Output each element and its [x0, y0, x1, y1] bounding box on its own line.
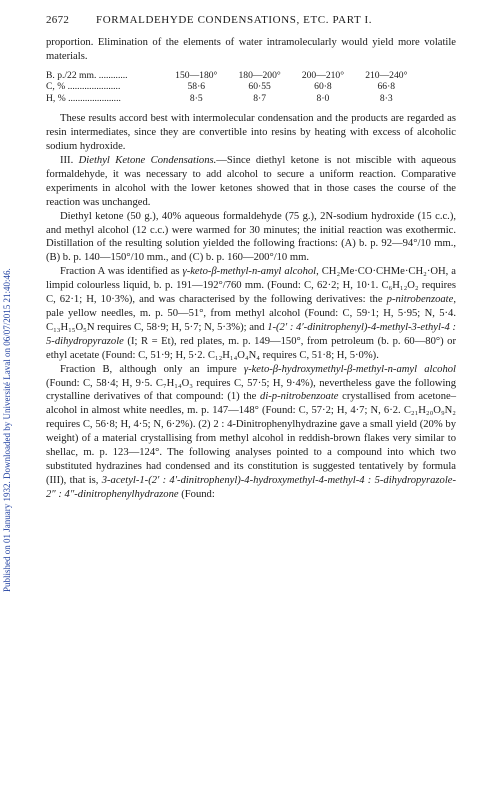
table-cell: 8·0 [316, 92, 330, 104]
compound-name: γ-keto-β-hydroxymethyl-β-methyl-n-amyl alcohol [243, 363, 456, 375]
compound-name: 1-(2′ : 4′-dinitrophenyl)-4-methyl-3-ethyl-4 : 5-dihydropyrazole [46, 321, 456, 347]
fraction-a-paragraph [46, 265, 456, 362]
compound-name: γ-keto-β-methyl-n-amyl alcohol [182, 266, 317, 278]
table-cell: 60·8 [314, 81, 332, 93]
text-run: (Found: C, 58·4; H, 9·5. C₇H₁₄O₃ requires C, 57·5; H, 9·4%), nevertheless gave the following crystalline derivatives of that compound: (1) the [46, 377, 456, 403]
row-label: C, % ...................... [46, 81, 121, 93]
text-run: (Found: [178, 488, 215, 500]
compound-name: p-nitrobenzoate [386, 294, 454, 306]
section-heading: Diethyl Ketone Condensations. [78, 155, 217, 167]
section-iii-paragraph [46, 154, 456, 210]
publication-watermark: Published on 01 January 1932. Downloaded by Université Laval on 06/07/2015 21:40:46. [2, 268, 12, 592]
text-run: Fraction B, although only an impure [60, 363, 244, 375]
table-cell: 66·8 [377, 81, 396, 93]
text-run: , pale yellow needles, m. p. 50—51°, from methyl alcohol (Found: C, 59·1; H, 5·95; N, 5·4. C₁₃H₁₅O₅N requires C, 58·9; H, 5·7; N, 5·3%); and [46, 294, 456, 333]
table-cell: 200—210° [301, 69, 345, 81]
table-cell: 150—180° [175, 69, 218, 81]
boiling-point-table [46, 70, 418, 105]
diethyl-ketone-paragraph: Diethyl ketone (50 g.), 40% aqueous formaldehyde (75 g.), 2N-sodium hydroxide (15 c.c.), and methyl alcohol (12 c.c.) were warmed for 30 minutes; the initial reaction was exothermic. Distillation of the resulting solution yielded the following fractions: (A) b. p. 92—94°/10 mm., (B) b. p. 140—150°/10 mm., and (C) b. p. 160—200°/10 mm. [46, 210, 456, 264]
row-label: H, % ...................... [46, 92, 121, 104]
text-run: crystallised from acetone–alcohol in almost white needles, m. p. 147—148° (Found: C, 57·2; H, 4·7; N, 6·2. C₂₁H₂₀O₉N₂ requires C, 56·8; H, 4·5; N, 6·2%). (2) 2 : 4-Dinitrophenylhydrazine gave a small yield (20% by weight) of a material crystallising from methyl alcohol in reddish-brown flakes very similar to shellac, m. p. 123—124°. The following analyses pointed to a compound into which two substituted hydrazines had condensed and its constitution is suggested tentatively by formula (III), that is, [46, 391, 456, 486]
compound-name: 3-acetyl-1-(2′ : 4′-dinitrophenyl)-4-hydroxymethyl-4-methyl-4 : 5-dihydropyrazole-2″ : 4″-dinitrophenylhydrazone [46, 474, 456, 500]
text-run: , CH₂Me·CO·CHMe·CH₂·OH, a limpid colourless liquid, b. p. 191—192°/760 mm. (Found: C, 62·2; H, 10·1. C₆H₁₂O₂ requires C, 62·1; H, 10·3%), and was characterised by the following derivatives: the [46, 266, 456, 306]
table-row [46, 81, 418, 93]
table-row [46, 93, 418, 105]
resin-paragraph: These results accord best with intermolecular condensation and the products are regarded as resin intermediates, since they are convertible into resins by heating with excess of alcoholic sodium hydroxide. [46, 113, 456, 153]
text-run: (I; R = Et), red plates, m. p. 149—150°, from petroleum (b. p. 60—80°) or ethyl acetate (Found: C, 51·9; H, 5·2. C₁₂H₁₄O₄N₄ requires C, 51·8; H, 5·0%). [46, 335, 456, 361]
compound-name: di-p-nitrobenzoate [260, 391, 339, 403]
page-number: 2672 [46, 14, 70, 26]
table-cell: 60·55 [248, 81, 271, 93]
table-cell: 8·3 [379, 92, 393, 104]
intro-paragraph: proportion. Elimination of the elements of water intramolecularly would yield more volatile materials. [46, 37, 456, 62]
table-cell: 180—200° [238, 69, 281, 81]
table-row [46, 70, 418, 82]
table-cell: 210—240° [365, 69, 408, 81]
table-cell: 8·5 [189, 92, 203, 104]
running-title: FORMALDEHYDE CONDENSATIONS, ETC. PART I. [96, 14, 373, 26]
table-cell: 8·7 [253, 92, 267, 104]
section-text: —Since diethyl ketone is not miscible with aqueous formaldehyde, it was necessary to add alcohol to secure a uniform reaction. Comparative experiments in alcohol with the lower ketones showed that in those cases the course of the reaction was unchanged. [46, 155, 456, 208]
fraction-b-paragraph [46, 363, 456, 502]
section-numeral: III. [60, 155, 74, 167]
text-run: Fraction A was identified as [60, 266, 183, 278]
table-cell: 58·6 [187, 81, 206, 93]
row-label: B. p./22 mm. ............ [46, 69, 128, 81]
page-body [46, 36, 456, 502]
